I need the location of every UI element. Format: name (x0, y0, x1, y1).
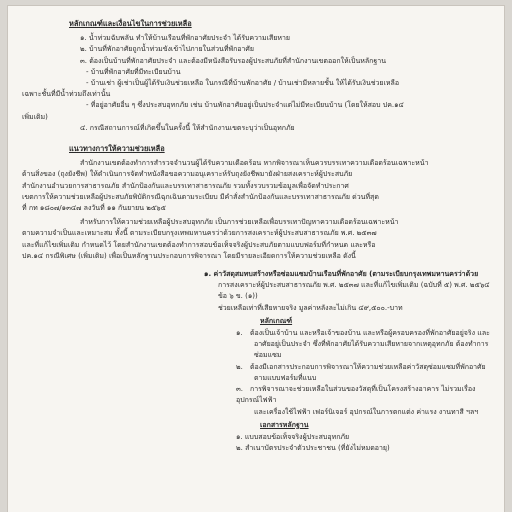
guidelines-para2-line4: ปค.๑๔ กรณีพิเศษ (เพิ่มเติม) เพื่อเป็นหลักฐานประกอบการพิจารณา โดยมีรายละเอียดการให้ความช่วยเหลือ ดังนี้ (22, 251, 356, 260)
guidelines-para1-line2: ด้านสิ่งของ (ถุงยังชีพ) ให้ดำเนินการจัดทำหนังสือขอความอนุเคราะห์รับถุงยังชีพมายังฝ่ายสงเคราะห์ผู้ประสบภัย (22, 170, 353, 179)
item1-criteria-1-text: ต้องเป็นเจ้าบ้าน และหรือเจ้าของบ้าน และหรือผู้ครอบครองที่พักอาศัยอยู่จริง และ (250, 329, 490, 338)
item1-title (22, 269, 498, 280)
guidelines-para1-line5: ที่ กท ๑๘๐๗/๑๓๔๗ ลงวันที่ ๑๑ กันยายน ๒๕๖๕ (22, 204, 166, 213)
criteria-item-4: ๔. กรณีสถานการณ์ที่เกิดขึ้นในครั้งนี้ ให้สำนักงานเขตระบุว่าเป็นอุทกภัย (80, 123, 295, 132)
section-heading-criteria: หลักเกณฑ์และเงื่อนไขในการช่วยเหลือ (69, 19, 192, 28)
criteria-bullet-3-cont: เพิ่มเติม) (22, 112, 48, 121)
item1-criteria-2-text: ต้องมีเอกสารประกอบการพิจารณาให้ความช่วยเหลือค่าวัสดุซ่อมแซมที่พักอาศัย (250, 362, 486, 371)
guidelines-para2-line3: และที่แก้ไขเพิ่มเติม กำหนดไว้ โดยสำนักงานเขตต้องทำการสอบข้อเท็จจริงผู้ประสบภัยตามแบบฟอร์มที่กำหนด และหรือ (22, 240, 376, 249)
guidelines-para1-line1: สำนักงานเขตต้องทำการสำรวจจำนวนผู้ได้รับความเดือดร้อน หากพิจารณาเห็นควรบรรเทาความเดือดร้อนเฉพาะหน้า (80, 159, 429, 168)
criteria-item-1: ๑. น้ำท่วมฉับพลัน ทำให้บ้านเรือนที่พักอาศัยประจำ ได้รับความเสียหาย (80, 34, 290, 43)
item1-criteria-heading: หลักเกณฑ์ (260, 316, 293, 325)
guidelines-para1-line4: เขตการให้ความช่วยเหลือผู้ประสบภัยพิบัติกรณีฉุกเฉินตามระเบียบ มีคำสั่งสำนักป้องกันและบรรเทาสาธารณภัย ด่วนที่สุด (22, 192, 379, 201)
criteria-item-3: ๓. ต้องเป็นบ้านที่พักอาศัยประจำ และต้องมีหนังสือรับรองผู้ประสบภัยที่สำนักงานเขตออกให้เป็นหลักฐาน (80, 56, 386, 65)
criteria-bullet-2: - บ้านเช่า ผู้เช่าเป็นผู้ได้รับเงินช่วยเหลือ ในกรณีที่บ้านพักอาศัย / บ้านเช่ามีหลายชั้น ให้ได้รับเงินช่วยเหลือ (86, 79, 400, 88)
document-page (8, 6, 504, 512)
item1-criteria-1-line3: ซ่อมแซม (254, 351, 282, 360)
item1-criteria-2-num: ๒. (236, 362, 243, 371)
criteria-bullet-3: - ที่อยู่อาศัยอื่น ๆ ซึ่งประสบอุทกภัย เช่น บ้านพักอาศัยอยู่เป็นประจำแต่ไม่มีทะเบียนบ้าน (โดยให้สอบ ปค.๑๔ (86, 101, 404, 110)
item1-line3: ช่วยเหลือเท่าที่เสียหายจริง มูลค่าหลังละไม่เกิน ๔๙,๕๐๐.-บาท (218, 303, 403, 312)
item1-criteria-1-num: ๑. (236, 329, 243, 338)
guidelines-para2-line2: ตามความจำเป็นและเหมาะสม ทั้งนี้ ตามระเบียบกรุงเทพมหานครว่าด้วยการสงเคราะห์ผู้ประสบสาธารณภัย พ.ศ. ๒๕๓๗ (22, 229, 377, 238)
item1-criteria-3-line2: และเครื่องใช้ไฟฟ้า เฟอร์นิเจอร์ อุปกรณ์ในการตกแต่ง ค่าแรง งานทาสี ฯลฯ (254, 407, 479, 416)
document-content (22, 16, 498, 454)
item1-criteria-3-num: ๓. (236, 385, 244, 394)
item1-criteria-1-line2: อาศัยอยู่เป็นประจำ ซึ่งที่พักอาศัยได้รับความเสียหายจากเหตุอุทกภัย ต้องทำการ (254, 340, 489, 349)
item1-line2: การสงเคราะห์ผู้ประสบสาธารณภัย พ.ศ. ๒๕๓๗ และที่แก้ไขเพิ่มเติม (ฉบับที่ ๕) พ.ศ. ๒๕๖๔ ข้อ ๖ ข. (๑)) (218, 281, 490, 301)
criteria-bullet-2-cont: เฉพาะชั้นที่มีน้ำท่วมถึงเท่านั้น (22, 90, 111, 99)
section-heading-guidelines: แนวทางการให้ความช่วยเหลือ (69, 144, 165, 154)
item1-title-text: ๑. ค่าวัสดุสมทบสร้างหรือซ่อมแซมบ้านเรือนที่พักอาศัย (ตามระเบียบกรุงเทพมหานครว่าด้วย (204, 270, 479, 279)
item1-docs-heading: เอกสารหลักฐาน (260, 420, 309, 429)
criteria-item-2: ๒. บ้านที่พักอาศัยถูกน้ำท่วมขังเข้าไปภายในส่วนที่พักอาศัย (80, 45, 254, 54)
item1-doc-1: ๑. แบบสอบข้อเท็จจริงผู้ประสบอุทกภัย (236, 432, 350, 441)
item1-criteria-1-line1 (22, 328, 498, 339)
item1-criteria-3-text: การพิจารณาจะช่วยเหลือในส่วนของวัสดุที่เป็นโครงสร้างอาคาร ไม่รวมเรื่องอุปกรณ์ไฟฟ้า (236, 385, 476, 405)
item1-doc-2: ๒. สำเนาบัตรประจำตัวประชาชน (ที่ยังไม่หมดอายุ) (236, 444, 390, 453)
guidelines-para1-line3: สำนักงานอำนวยการสาธารณภัย สำนักป้องกันและบรรเทาสาธารณภัย รวมทั้งรวบรวมข้อมูลเพื่อจัดทำประกาศ (22, 181, 349, 190)
guidelines-para2-line1: สำหรับการให้ความช่วยเหลือผู้ประสบอุทกภัย เป็นการช่วยเหลือเพื่อบรรเทาปัญหาความเดือดร้อนเฉพาะหน้า (80, 218, 399, 227)
item1-criteria-2-line2: ตามแบบฟอร์มที่แนบ (254, 373, 317, 382)
item1-criteria-2-line1 (22, 362, 498, 373)
criteria-bullet-1: - บ้านที่พักอาศัยที่มีทะเบียนบ้าน (86, 67, 181, 76)
item1-criteria-3-line1 (22, 384, 498, 406)
